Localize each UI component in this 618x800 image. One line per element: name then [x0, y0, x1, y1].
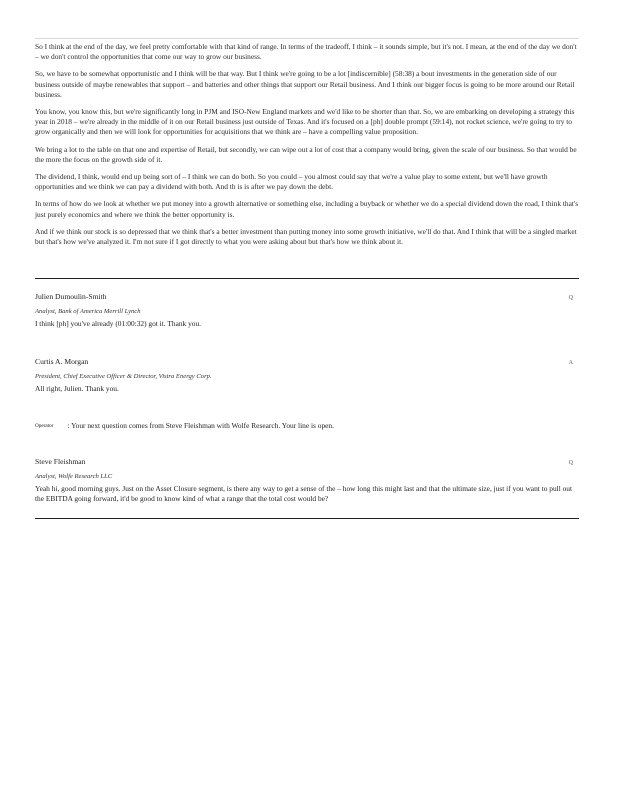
- section-divider: [35, 518, 579, 519]
- speaker-block-steve: [35, 457, 579, 504]
- speaker-name: Julien Dumoulin-Smith: [35, 292, 107, 301]
- answer-paragraph: You know, you know this, but we're significantly long in PJM and ISO-New England markets and we'd like to be shorter than that. So, we are embarking on developing a strategy this year in 2018 – we're already in the middle of it on our Retail business just outside of Texas. And it's focused on a [ph] double prompt (59:14), not rocket science, we're going to try to grow organically and then we will look for opportunities for acquisitions that we think are – have a compelling value proposition.: [35, 107, 575, 137]
- speaker-title: Analyst, Bank of America Merrill Lynch: [35, 308, 141, 315]
- speaker-block-curtis: [35, 357, 579, 394]
- answer-paragraph: The dividend, I think, would end up being sort of – I think we can do both. So you could – you almost could say that we're a value play to some extent, but we'll have growth opportunities and we think we can pay a dividend with both. And th is is after we pay down the debt.: [35, 172, 548, 192]
- answer-section: [35, 42, 579, 254]
- speaker-title: Analyst, Wolfe Research LLC: [35, 473, 113, 480]
- section-divider: [35, 278, 579, 279]
- operator-text: : Your next question comes from Steve Fleishman with Wolfe Research. Your line is open.: [67, 421, 334, 430]
- answer-paragraph: We bring a lot to the table on that one and expertise of Retail, but secondly, we can wipe out a lot of cost that a company would bring, given the scale of our business. So that would be the more the focus on the growth side of it.: [35, 144, 577, 164]
- speaker-text: Yeah hi, good morning guys. Just on the Asset Closure segment, is there any way to get a sense of the – how long this might last and that the ultimate size, just if you want to pull out the EBITDA going forward, it'd be good to know kind of what a range that the total cost would be?: [35, 484, 573, 504]
- answer-paragraph: So, we have to be somewhat opportunistic and I think will be that way. But I think we're going to be a lot [indiscernible] (58:38) a bout investments in the generation side of our business outside of maybe renewables that support – and batteries and other things that support our Retail business. And I think our bigger focus is going to be more around our Retail business.: [35, 69, 575, 99]
- speaker-name: Curtis A. Morgan: [35, 357, 89, 366]
- answer-paragraph: So I think at the end of the day, we feel pretty comfortable with that kind of range. In terms of the tradeoff, I think – it sounds simple, but it's not. I mean, at the end of the day we don't – we don't control the opportunities that come our way to grow our business.: [35, 42, 577, 62]
- speaker-name: Steve Fleishman: [35, 457, 86, 466]
- speaker-title: President, Chief Executive Officer & Director, Vistra Energy Corp.: [35, 373, 212, 380]
- speaker-text: I think [ph] you've already (01:00:32) got it. Thank you.: [35, 319, 202, 328]
- question-tag: Q: [568, 460, 573, 466]
- answer-paragraph: And if we think our stock is so depressed that we think that's a better investment than putting money into some growth initiative, we'll do that. And I think that will be a singled market but that's how we've analyzed it. I'm not sure if I got directly to what you were asking about but that's how we think about it.: [35, 226, 577, 247]
- speaker-text: All right, Julien. Thank you.: [35, 384, 119, 393]
- top-divider: [35, 38, 579, 39]
- answer-paragraph: In terms of how do we look at whether we put money into a growth alternative or something else, including a buyback or whether we do a special dividend down the road, I think that's just purely economics and where we think the better opportunity is.: [35, 199, 579, 219]
- speaker-block-julien: [35, 292, 579, 329]
- operator-label: Operator: [35, 423, 54, 430]
- operator-line: [35, 421, 579, 431]
- question-tag: Q: [568, 295, 573, 301]
- answer-tag: A: [568, 360, 573, 366]
